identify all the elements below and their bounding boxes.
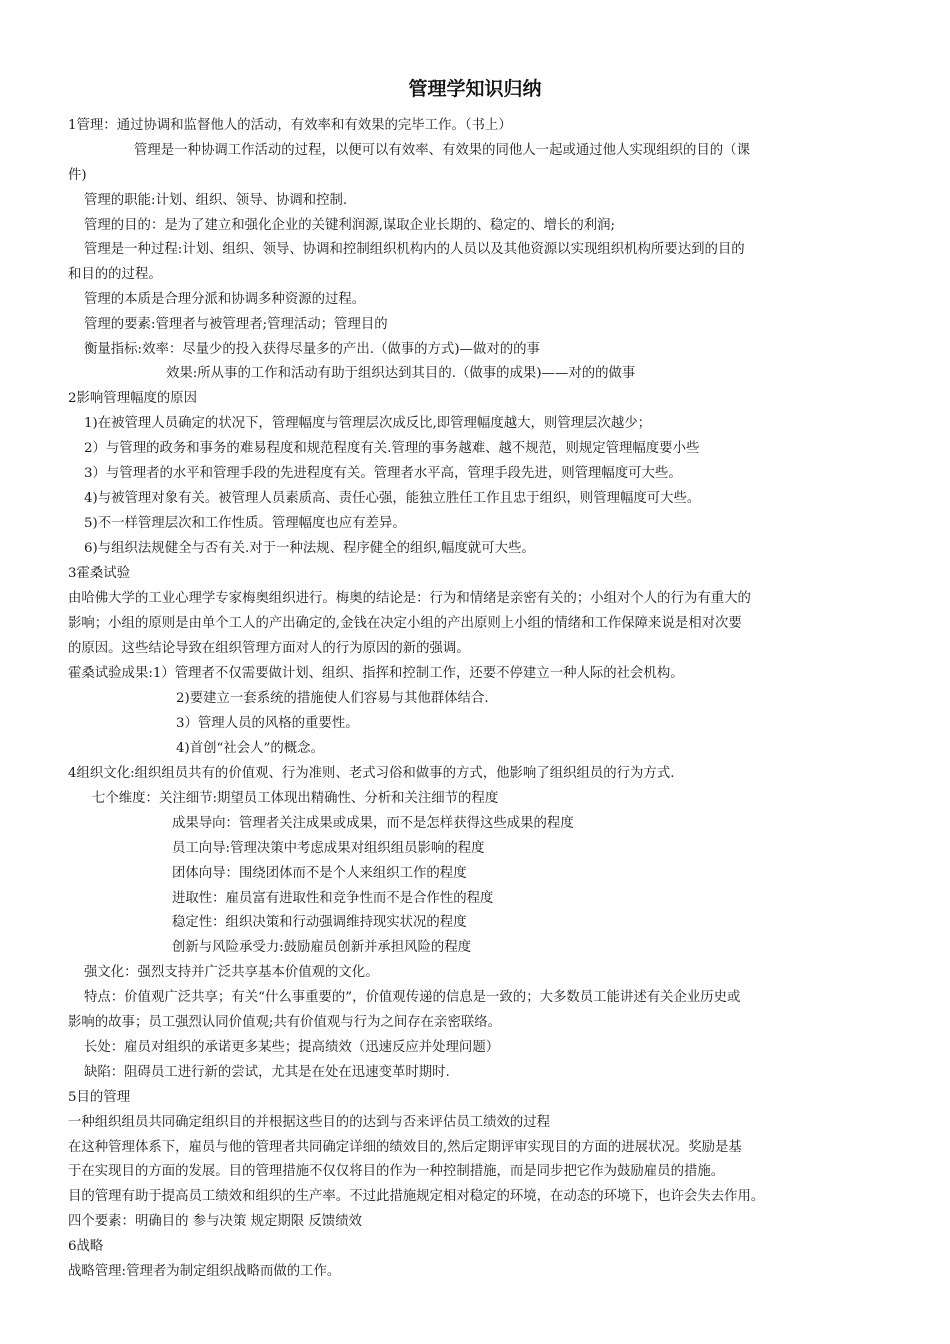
text-line: 3）管理人员的风格的重要性。 [176,716,359,731]
text-line: 七个维度：关注细节:期望员工体现出精确性、分析和关注细节的程度 [92,791,499,806]
text-line: 稳定性：组织决策和行动强调维持现实状况的程度 [172,915,467,930]
text-line: 管理是一种过程:计划、组织、领导、协调和控制组织机构内的人员以及其他资源以实现组织机构所要达到的目的 [84,242,745,257]
text-line: 效果:所从事的工作和活动有助于组织达到其目的.（做事的成果)——对的的做事 [166,366,636,381]
text-line: 衡量指标:效率：尽量少的投入获得尽量多的产出.（做事的方式)—做对的的事 [84,342,540,357]
text-line: 6)与组织法规健全与否有关.对于一种法规、程序健全的组织,幅度就可大些。 [84,541,535,556]
text-line: 2)要建立一套系统的措施使人们容易与其他群体结合. [176,691,489,706]
text-line: 影响；小组的原则是由单个工人的产出确定的,金钱在决定小组的产出原则上小组的情绪和工作保障来说是相对次要 [68,616,742,631]
text-line: 和目的的过程。 [68,267,162,282]
text-line: 的原因。这些结论导致在组织管理方面对人的行为原因的新的强调。 [68,641,470,656]
section-heading: 6战略 [68,1239,104,1254]
text-line: 霍桑试验成果:1）管理者不仅需要做计划、组织、指挥和控制工作，还要不停建立一种人际的社会机构。 [68,666,684,681]
text-line: 缺陷：阻碍员工进行新的尝试，尤其是在处在迅速变革时期时. [84,1065,450,1080]
text-line: 长处：雇员对组织的承诺更多某些；提高绩效（迅速反应并处理问题） [84,1040,500,1055]
text-line: 战略管理:管理者为制定组织战略而做的工作。 [68,1264,341,1279]
text-line: 强文化：强烈支持并广泛共享基本价值观的文化。 [84,965,379,980]
text-line: 员工向导:管理决策中考虑成果对组织组员影响的程度 [172,841,485,856]
text-line: 在这种管理体系下，雇员与他的管理者共同确定详细的绩效目的,然后定期评审实现目的方面的进展状况。奖励是基 [68,1140,742,1155]
text-line: 于在实现目的方面的发展。目的管理措施不仅仅将目的作为一种控制措施，而是同步把它作为鼓励雇员的措施。 [68,1164,725,1179]
text-line: 特点：价值观广泛共享；有关“什么事重要的”，价值观传递的信息是一致的；大多数员工能讲述有关企业历史或 [84,990,741,1005]
text-line: 进取性：雇员富有进取性和竞争性而不是合作性的程度 [172,891,494,906]
text-line: 2）与管理的政务和事务的难易程度和规范程度有关.管理的事务越难、越不规范，则规定管理幅度要小些 [84,441,700,456]
document-title: 管理学知识归纳 [408,78,542,100]
text-line: 5)不一样管理层次和工作性质。管理幅度也应有差异。 [84,516,406,531]
text-line: 四个要素：明确目的 参与决策 规定期限 反馈绩效 [68,1214,362,1229]
text-line: 管理的目的：是为了建立和强化企业的关键利润源,谋取企业长期的、稳定的、增长的利润; [84,218,615,233]
text-line: 由哈佛大学的工业心理学专家梅奥组织进行。梅奥的结论是：行为和情绪是亲密有关的；小组对个人的行为有重大的 [68,591,751,606]
text-line: 管理是一种协调工作活动的过程，以便可以有效率、有效果的同他人一起或通过他人实现组织的目的（课 [134,143,750,158]
text-line: 管理的要素:管理者与被管理者;管理活动；管理目的 [84,317,388,332]
section-heading: 4组织文化:组织组员共有的价值观、行为准则、老式习俗和做事的方式，他影响了组织组员的行为方式. [68,766,675,781]
section-heading: 3霍桑试验 [68,566,131,581]
text-line: 4)与被管理对象有关。被管理人员素质高、责任心强，能独立胜任工作且忠于组织，则管理幅度可大些。 [84,491,701,506]
text-line: 4)首创“社会人”的概念。 [176,741,324,756]
text-line: 团体向导：围绕团体而不是个人来组织工作的程度 [172,866,467,881]
text-line: 管理的本质是合理分派和协调多种资源的过程。 [84,292,366,307]
text-line: 一种组织组员共同确定组织目的并根据这些目的的达到与否来评估员工绩效的过程 [68,1115,551,1130]
section-heading: 2影响管理幅度的原因 [68,391,198,406]
text-line: 1)在被管理人员确定的状况下，管理幅度与管理层次成反比,即管理幅度越大，则管理层次越少； [84,416,652,431]
text-line: 影响的故事；员工强烈认同价值观;共有价值观与行为之间存在亲密联络。 [68,1015,502,1030]
text-line: 管理的职能:计划、组织、领导、协调和控制. [84,193,348,208]
text-line: 件) [68,168,87,183]
text-line: 成果导向：管理者关注成果或成果，而不是怎样获得这些成果的程度 [172,816,574,831]
text-line: 目的管理有助于提高员工绩效和组织的生产率。不过此措施规定相对稳定的环境，在动态的环境下，也许会失去作用。 [68,1189,765,1204]
text-line: 创新与风险承受力:鼓励雇员创新并承担风险的程度 [172,940,472,955]
text-line: 1管理：通过协调和监督他人的活动，有效率和有效果的完毕工作。（书上） [68,118,512,133]
section-heading: 5目的管理 [68,1090,131,1105]
text-line: 3）与管理者的水平和管理手段的先进程度有关。管理者水平高，管理手段先进，则管理幅度可大些。 [84,466,682,481]
